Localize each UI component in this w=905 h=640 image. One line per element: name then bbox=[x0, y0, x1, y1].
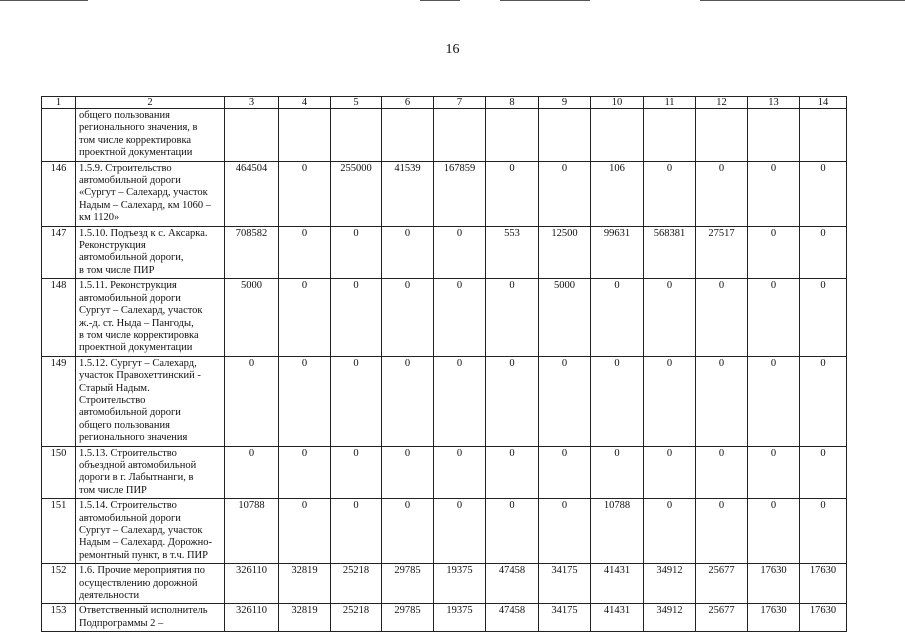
cell-col-12: 25677 bbox=[696, 604, 748, 632]
cell-col-10: 41431 bbox=[591, 564, 644, 604]
cell-col-11: 0 bbox=[644, 356, 696, 446]
cell-col-8: 47458 bbox=[486, 604, 539, 632]
row-name-line: Старый Надым. bbox=[79, 382, 150, 394]
row-number: 147 bbox=[42, 226, 76, 279]
row-name-line: участок Правохеттинский - bbox=[79, 370, 201, 382]
row-name-line: в том числе ПИР bbox=[79, 264, 155, 276]
cell-col-11 bbox=[644, 109, 696, 162]
table-row bbox=[42, 109, 847, 162]
cell-col-12: 25677 bbox=[696, 564, 748, 604]
row-number: 153 bbox=[42, 604, 76, 632]
row-name-line: автомобильной дороги bbox=[79, 512, 181, 524]
row-name-line: общего пользования bbox=[79, 419, 170, 431]
row-name bbox=[76, 161, 225, 226]
cell-col-8: 0 bbox=[486, 446, 539, 499]
row-name-line: дороги в г. Лабытнанги, в bbox=[79, 472, 194, 484]
cell-col-13: 0 bbox=[748, 356, 800, 446]
column-header-4: 4 bbox=[279, 97, 331, 109]
cell-col-9: 34175 bbox=[539, 564, 591, 604]
row-name-line: Реконструкция bbox=[79, 240, 146, 252]
cell-col-7: 19375 bbox=[434, 564, 486, 604]
row-name-line: 1.5.9. Строительство bbox=[79, 162, 172, 174]
row-name-line: Надым – Салехард, км 1060 – bbox=[79, 199, 212, 211]
cell-col-5: 0 bbox=[331, 499, 382, 564]
column-header-2: 2 bbox=[76, 97, 225, 109]
cell-col-9: 0 bbox=[539, 356, 591, 446]
row-name-line: 1.5.14. Строительство bbox=[79, 500, 177, 512]
row-name bbox=[76, 109, 225, 162]
table-row bbox=[42, 564, 847, 604]
cell-col-5: 25218 bbox=[331, 564, 382, 604]
cell-col-4: 32819 bbox=[279, 564, 331, 604]
row-name-line: автомобильной дороги bbox=[79, 175, 181, 187]
cell-col-5 bbox=[331, 109, 382, 162]
cell-col-13 bbox=[748, 109, 800, 162]
cell-col-9: 5000 bbox=[539, 279, 591, 356]
row-name-line: 1.6. Прочие мероприятия по bbox=[79, 565, 206, 577]
cell-col-6: 0 bbox=[382, 446, 434, 499]
cell-col-5: 0 bbox=[331, 446, 382, 499]
cell-col-13: 0 bbox=[748, 446, 800, 499]
cell-col-5: 0 bbox=[331, 356, 382, 446]
cell-col-4: 0 bbox=[279, 446, 331, 499]
cell-col-7: 19375 bbox=[434, 604, 486, 632]
cell-col-3: 326110 bbox=[225, 604, 279, 632]
row-number bbox=[42, 109, 76, 162]
cell-col-9: 0 bbox=[539, 446, 591, 499]
cell-col-9: 34175 bbox=[539, 604, 591, 632]
column-header-13: 13 bbox=[748, 97, 800, 109]
cell-col-6: 0 bbox=[382, 226, 434, 279]
cell-col-8 bbox=[486, 109, 539, 162]
cell-col-12 bbox=[696, 109, 748, 162]
cell-col-13: 0 bbox=[748, 226, 800, 279]
column-header-11: 11 bbox=[644, 97, 696, 109]
row-number: 152 bbox=[42, 564, 76, 604]
column-header-12: 12 bbox=[696, 97, 748, 109]
cell-col-6: 0 bbox=[382, 279, 434, 356]
cell-col-3: 0 bbox=[225, 446, 279, 499]
cell-col-7: 0 bbox=[434, 226, 486, 279]
row-name bbox=[76, 446, 225, 499]
cell-col-8: 0 bbox=[486, 161, 539, 226]
row-name-line: 1.5.12. Сургут – Салехард, bbox=[79, 357, 197, 369]
page-number: 16 bbox=[445, 42, 460, 57]
cell-col-6: 29785 bbox=[382, 604, 434, 632]
cell-col-14: 0 bbox=[800, 226, 847, 279]
row-number: 146 bbox=[42, 161, 76, 226]
row-name-line: общего пользования bbox=[79, 110, 170, 121]
row-name-line: проектной документации bbox=[79, 147, 193, 159]
table-row bbox=[42, 446, 847, 499]
cell-col-11: 34912 bbox=[644, 604, 696, 632]
cell-col-11: 0 bbox=[644, 499, 696, 564]
row-name-line: автомобильной дороги bbox=[79, 292, 181, 304]
row-name-line: ж.-д. ст. Ныда – Пангоды, bbox=[79, 317, 194, 329]
row-number: 148 bbox=[42, 279, 76, 356]
cell-col-3: 326110 bbox=[225, 564, 279, 604]
row-name-line: 1.5.10. Подъезд к с. Аксарка. bbox=[79, 227, 208, 239]
cell-col-3: 10788 bbox=[225, 499, 279, 564]
cell-col-7: 0 bbox=[434, 499, 486, 564]
cell-col-8: 0 bbox=[486, 499, 539, 564]
table-row bbox=[42, 356, 847, 446]
cell-col-13: 0 bbox=[748, 279, 800, 356]
row-name-line: Надым – Салехард. Дорожно- bbox=[79, 537, 213, 549]
cell-col-9: 12500 bbox=[539, 226, 591, 279]
table-row bbox=[42, 604, 847, 632]
cell-col-12: 0 bbox=[696, 356, 748, 446]
column-header-1: 1 bbox=[42, 97, 76, 109]
cell-col-12: 27517 bbox=[696, 226, 748, 279]
cell-col-8: 0 bbox=[486, 279, 539, 356]
row-name-line: том числе корректировка bbox=[79, 134, 192, 146]
cell-col-14: 17630 bbox=[800, 604, 847, 632]
table-body bbox=[42, 97, 847, 632]
cell-col-14: 0 bbox=[800, 356, 847, 446]
cell-col-7: 0 bbox=[434, 356, 486, 446]
row-name-line: проектной документации bbox=[79, 342, 193, 354]
row-name-line: Сургут – Салехард, участок bbox=[79, 525, 203, 536]
row-name-line: автомобильной дороги bbox=[79, 407, 181, 419]
cell-col-4: 0 bbox=[279, 161, 331, 226]
cell-col-6: 0 bbox=[382, 356, 434, 446]
cell-col-7: 167859 bbox=[434, 161, 486, 226]
cell-col-11: 0 bbox=[644, 446, 696, 499]
row-name-line: регионального значения, в bbox=[79, 122, 198, 134]
cell-col-4: 32819 bbox=[279, 604, 331, 632]
cell-col-11: 0 bbox=[644, 161, 696, 226]
page-top-rule bbox=[0, 0, 905, 3]
row-name-line: автомобильной дороги, bbox=[79, 252, 184, 264]
cell-col-14 bbox=[800, 109, 847, 162]
row-name-line: Подпрограммы 2 – bbox=[79, 617, 164, 629]
cell-col-4: 0 bbox=[279, 226, 331, 279]
cell-col-6: 0 bbox=[382, 499, 434, 564]
cell-col-10: 106 bbox=[591, 161, 644, 226]
row-name-line: деятельности bbox=[79, 590, 140, 602]
cell-col-14: 0 bbox=[800, 499, 847, 564]
row-name-line: км 1120» bbox=[79, 212, 120, 224]
cell-col-14: 0 bbox=[800, 161, 847, 226]
cell-col-10 bbox=[591, 109, 644, 162]
row-number: 150 bbox=[42, 446, 76, 499]
row-name bbox=[76, 356, 225, 446]
row-name-line: «Сургут – Салехард, участок bbox=[79, 187, 208, 199]
row-name-line: 1.5.13. Строительство bbox=[79, 447, 177, 459]
cell-col-3: 464504 bbox=[225, 161, 279, 226]
column-header-6: 6 bbox=[382, 97, 434, 109]
row-name bbox=[76, 499, 225, 564]
cell-col-11: 0 bbox=[644, 279, 696, 356]
column-header-10: 10 bbox=[591, 97, 644, 109]
cell-col-3: 5000 bbox=[225, 279, 279, 356]
row-name-line: регионального значения bbox=[79, 432, 188, 444]
cell-col-7 bbox=[434, 109, 486, 162]
cell-col-14: 0 bbox=[800, 446, 847, 499]
column-header-8: 8 bbox=[486, 97, 539, 109]
cell-col-3: 708582 bbox=[225, 226, 279, 279]
cell-col-9: 0 bbox=[539, 499, 591, 564]
cell-col-13: 17630 bbox=[748, 564, 800, 604]
table-header-row bbox=[42, 97, 847, 109]
cell-col-10: 0 bbox=[591, 279, 644, 356]
cell-col-8: 47458 bbox=[486, 564, 539, 604]
data-table bbox=[41, 96, 847, 632]
table-row bbox=[42, 226, 847, 279]
cell-col-12: 0 bbox=[696, 279, 748, 356]
cell-col-10: 0 bbox=[591, 356, 644, 446]
cell-col-10: 0 bbox=[591, 446, 644, 499]
table-row bbox=[42, 499, 847, 564]
cell-col-6: 41539 bbox=[382, 161, 434, 226]
table-row bbox=[42, 279, 847, 356]
column-header-3: 3 bbox=[225, 97, 279, 109]
cell-col-5: 0 bbox=[331, 226, 382, 279]
cell-col-5: 0 bbox=[331, 279, 382, 356]
cell-col-9: 0 bbox=[539, 161, 591, 226]
cell-col-13: 17630 bbox=[748, 604, 800, 632]
cell-col-4: 0 bbox=[279, 279, 331, 356]
cell-col-8: 553 bbox=[486, 226, 539, 279]
row-number: 151 bbox=[42, 499, 76, 564]
row-name-line: в том числе корректировка bbox=[79, 329, 199, 341]
cell-col-11: 568381 bbox=[644, 226, 696, 279]
cell-col-13: 0 bbox=[748, 499, 800, 564]
cell-col-3 bbox=[225, 109, 279, 162]
column-header-9: 9 bbox=[539, 97, 591, 109]
cell-col-14: 0 bbox=[800, 279, 847, 356]
row-name bbox=[76, 279, 225, 356]
cell-col-7: 0 bbox=[434, 279, 486, 356]
cell-col-3: 0 bbox=[225, 356, 279, 446]
cell-col-10: 99631 bbox=[591, 226, 644, 279]
cell-col-4 bbox=[279, 109, 331, 162]
cell-col-9 bbox=[539, 109, 591, 162]
row-number: 149 bbox=[42, 356, 76, 446]
cell-col-12: 0 bbox=[696, 499, 748, 564]
cell-col-10: 41431 bbox=[591, 604, 644, 632]
row-name-line: Строительство bbox=[79, 394, 146, 406]
cell-col-8: 0 bbox=[486, 356, 539, 446]
cell-col-5: 255000 bbox=[331, 161, 382, 226]
cell-col-14: 17630 bbox=[800, 564, 847, 604]
cell-col-13: 0 bbox=[748, 161, 800, 226]
row-name-line: Ответственный исполнитель bbox=[79, 605, 208, 617]
row-name-line: осуществлению дорожной bbox=[79, 577, 198, 589]
row-name bbox=[76, 604, 225, 632]
cell-col-7: 0 bbox=[434, 446, 486, 499]
row-name-line: том числе ПИР bbox=[79, 484, 147, 496]
table-row bbox=[42, 161, 847, 226]
column-header-7: 7 bbox=[434, 97, 486, 109]
row-name bbox=[76, 564, 225, 604]
column-header-14: 14 bbox=[800, 97, 847, 109]
row-name-line: Сургут – Салехард, участок bbox=[79, 305, 203, 317]
cell-col-6 bbox=[382, 109, 434, 162]
row-name-line: 1.5.11. Реконструкция bbox=[79, 280, 177, 292]
column-header-5: 5 bbox=[331, 97, 382, 109]
row-name bbox=[76, 226, 225, 279]
cell-col-12: 0 bbox=[696, 446, 748, 499]
cell-col-4: 0 bbox=[279, 499, 331, 564]
cell-col-11: 34912 bbox=[644, 564, 696, 604]
cell-col-12: 0 bbox=[696, 161, 748, 226]
cell-col-4: 0 bbox=[279, 356, 331, 446]
row-name-line: объездной автомобильной bbox=[79, 459, 197, 471]
cell-col-5: 25218 bbox=[331, 604, 382, 632]
cell-col-6: 29785 bbox=[382, 564, 434, 604]
cell-col-10: 10788 bbox=[591, 499, 644, 564]
row-name-line: ремонтный пункт, в т.ч. ПИР bbox=[79, 549, 208, 561]
